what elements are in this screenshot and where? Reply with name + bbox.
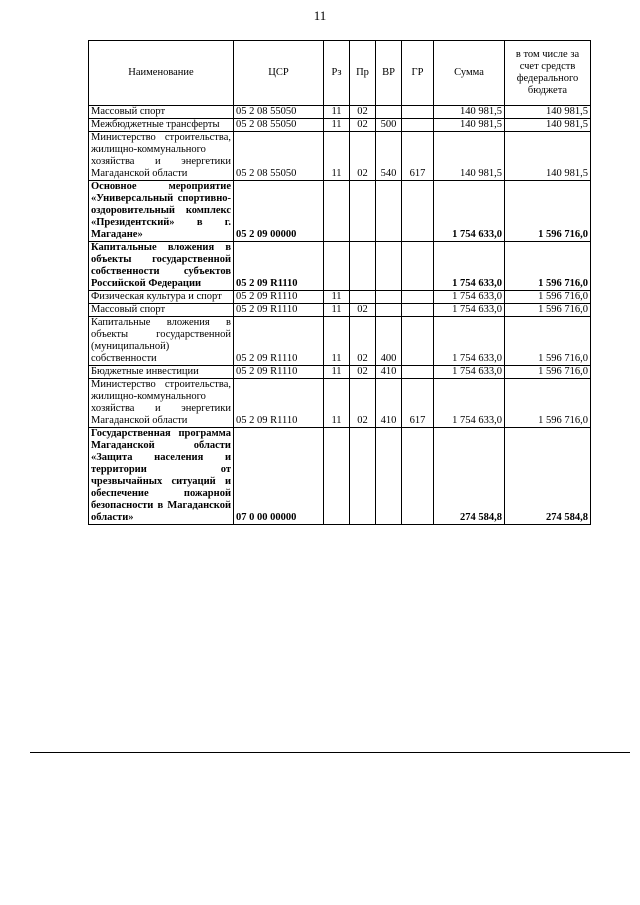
table-header-row	[89, 41, 591, 106]
header-vr: ВР	[376, 41, 402, 106]
cell-sum: 140 981,5	[434, 106, 505, 119]
cell-sum: 1 754 633,0	[434, 291, 505, 304]
cell-vr: 410	[376, 366, 402, 379]
cell-rz: 11	[324, 132, 350, 181]
cell-rz	[324, 428, 350, 525]
cell-rz: 11	[324, 304, 350, 317]
table-row	[89, 132, 591, 181]
cell-csr: 05 2 09 R1110	[234, 317, 324, 366]
cell-gr	[402, 317, 434, 366]
cell-gr	[402, 119, 434, 132]
cell-pr: 02	[350, 119, 376, 132]
cell-sum: 1 754 633,0	[434, 379, 505, 428]
cell-federal: 1 596 716,0	[505, 304, 591, 317]
header-pr: Пр	[350, 41, 376, 106]
cell-csr: 05 2 09 R1110	[234, 304, 324, 317]
cell-vr	[376, 291, 402, 304]
cell-pr	[350, 428, 376, 525]
cell-gr	[402, 428, 434, 525]
cell-csr: 05 2 09 R1110	[234, 291, 324, 304]
cell-vr: 410	[376, 379, 402, 428]
table-row	[89, 106, 591, 119]
cell-sum: 1 754 633,0	[434, 366, 505, 379]
cell-name: Капитальные вложения в объекты государственной (муниципальной) собственности	[89, 317, 234, 366]
cell-rz: 11	[324, 106, 350, 119]
cell-pr: 02	[350, 106, 376, 119]
cell-sum: 140 981,5	[434, 119, 505, 132]
cell-name: Межбюджетные трансферты	[89, 119, 234, 132]
cell-vr	[376, 304, 402, 317]
cell-sum: 1 754 633,0	[434, 242, 505, 291]
header-name: Наименование	[89, 41, 234, 106]
cell-vr	[376, 181, 402, 242]
cell-federal: 1 596 716,0	[505, 242, 591, 291]
cell-vr: 540	[376, 132, 402, 181]
cell-pr: 02	[350, 366, 376, 379]
cell-federal: 1 596 716,0	[505, 291, 591, 304]
table-row	[89, 428, 591, 525]
cell-pr: 02	[350, 379, 376, 428]
cell-gr	[402, 242, 434, 291]
cell-name: Государственная программа Магаданской области «Защита населения и территории от чрезвычайных ситуаций и обеспечение пожарной безопасности в Магаданской области»	[89, 428, 234, 525]
cell-gr: 617	[402, 379, 434, 428]
cell-federal: 1 596 716,0	[505, 317, 591, 366]
budget-table	[88, 40, 591, 525]
table-row	[89, 317, 591, 366]
cell-federal: 140 981,5	[505, 119, 591, 132]
cell-gr	[402, 106, 434, 119]
cell-vr: 500	[376, 119, 402, 132]
table-row	[89, 366, 591, 379]
cell-csr: 05 2 09 R1110	[234, 366, 324, 379]
table-row	[89, 291, 591, 304]
cell-federal: 1 596 716,0	[505, 366, 591, 379]
cell-gr	[402, 291, 434, 304]
cell-sum: 140 981,5	[434, 132, 505, 181]
table-row	[89, 304, 591, 317]
cell-pr: 02	[350, 132, 376, 181]
header-gr: ГР	[402, 41, 434, 106]
cell-vr	[376, 242, 402, 291]
table-row	[89, 181, 591, 242]
cell-csr: 05 2 08 55050	[234, 132, 324, 181]
cell-federal: 140 981,5	[505, 106, 591, 119]
cell-pr: 02	[350, 304, 376, 317]
cell-gr: 617	[402, 132, 434, 181]
page-number: 11	[313, 8, 327, 23]
cell-csr: 05 2 09 00000	[234, 181, 324, 242]
cell-federal: 274 584,8	[505, 428, 591, 525]
cell-federal: 1 596 716,0	[505, 379, 591, 428]
cell-pr	[350, 291, 376, 304]
cell-rz: 11	[324, 119, 350, 132]
cell-vr	[376, 428, 402, 525]
cell-sum: 274 584,8	[434, 428, 505, 525]
cell-rz: 11	[324, 291, 350, 304]
footer-divider	[30, 752, 630, 753]
cell-rz	[324, 181, 350, 242]
cell-gr	[402, 366, 434, 379]
cell-federal: 140 981,5	[505, 132, 591, 181]
cell-rz	[324, 242, 350, 291]
header-csr: ЦСР	[234, 41, 324, 106]
cell-name: Основное мероприятие «Универсальный спортивно-оздоровительный комплекс «Президентский» в г. Магадане»	[89, 181, 234, 242]
cell-name: Бюджетные инвестиции	[89, 366, 234, 379]
cell-name: Физическая культура и спорт	[89, 291, 234, 304]
cell-gr	[402, 304, 434, 317]
table-row	[89, 379, 591, 428]
cell-name: Массовый спорт	[89, 304, 234, 317]
cell-pr	[350, 181, 376, 242]
cell-gr	[402, 181, 434, 242]
cell-name: Министерство строительства, жилищно-коммунального хозяйства и энергетики Магаданской области	[89, 379, 234, 428]
cell-rz: 11	[324, 366, 350, 379]
cell-name: Массовый спорт	[89, 106, 234, 119]
header-sum: Сумма	[434, 41, 505, 106]
cell-csr: 05 2 08 55050	[234, 119, 324, 132]
cell-sum: 1 754 633,0	[434, 181, 505, 242]
cell-csr: 05 2 09 R1110	[234, 379, 324, 428]
cell-rz: 11	[324, 317, 350, 366]
header-rz: Рз	[324, 41, 350, 106]
cell-csr: 05 2 08 55050	[234, 106, 324, 119]
table-row	[89, 242, 591, 291]
table-row	[89, 119, 591, 132]
cell-pr: 02	[350, 317, 376, 366]
cell-vr	[376, 106, 402, 119]
cell-sum: 1 754 633,0	[434, 304, 505, 317]
cell-federal: 1 596 716,0	[505, 181, 591, 242]
cell-name: Министерство строительства, жилищно-коммунального хозяйства и энергетики Магаданской области	[89, 132, 234, 181]
cell-csr: 05 2 09 R1110	[234, 242, 324, 291]
cell-pr	[350, 242, 376, 291]
cell-rz: 11	[324, 379, 350, 428]
cell-sum: 1 754 633,0	[434, 317, 505, 366]
cell-name: Капитальные вложения в объекты государственной собственности субъектов Российской Федерации	[89, 242, 234, 291]
header-federal: в том числе за счет средств федерального бюджета	[505, 41, 591, 106]
cell-csr: 07 0 00 00000	[234, 428, 324, 525]
cell-vr: 400	[376, 317, 402, 366]
